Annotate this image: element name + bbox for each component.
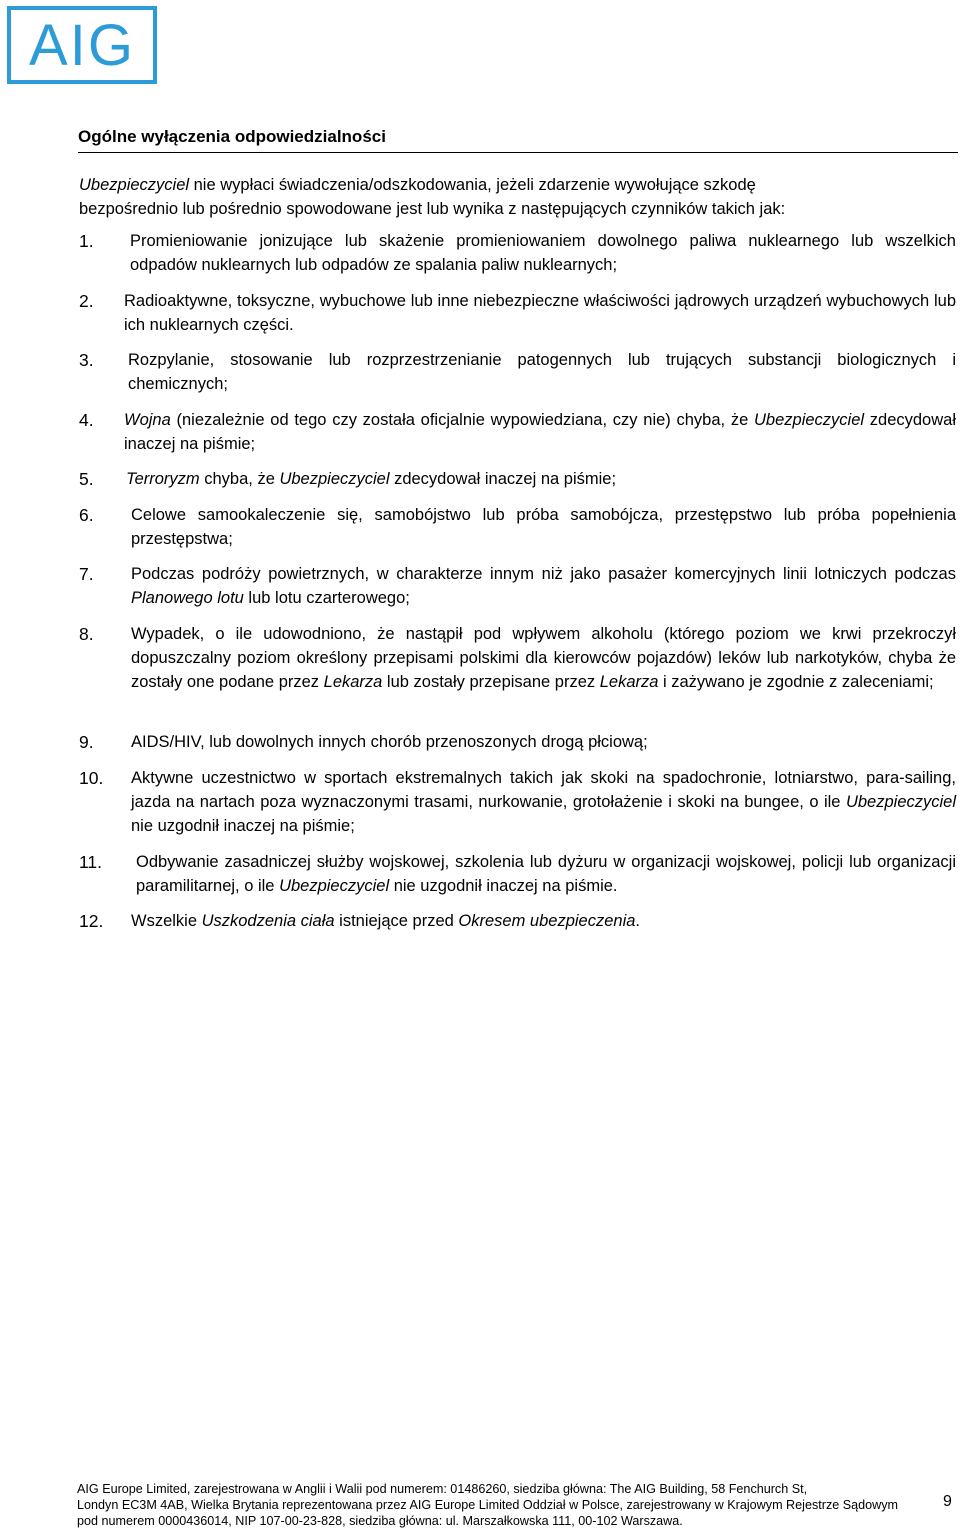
defined-term: Ubezpieczyciel — [279, 877, 390, 895]
text-segment: i zażywano je zgodnie z zaleceniami; — [658, 673, 934, 691]
text-segment: zdecydował inaczej na piśmie; — [124, 411, 956, 453]
list-item-text — [124, 289, 956, 337]
text-segment: zdecydował inaczej na piśmie; — [389, 470, 617, 488]
text-segment: Wszelkie — [131, 912, 202, 930]
list-item-text — [131, 909, 956, 933]
text-segment: lub lotu czarterowego; — [243, 589, 410, 607]
text-segment: nie uzgodnił inaczej na piśmie. — [389, 877, 618, 895]
text-segment: nie uzgodnił inaczej na piśmie; — [131, 817, 355, 835]
list-item-text — [131, 730, 956, 754]
text-segment: Celowe samookaleczenie się, samobójstwo lub próba samobójcza, przestępstwo lub próba popełnienia przestępstwa; — [131, 506, 956, 548]
footer-line-1: AIG Europe Limited, zarejestrowana w Anglii i Walii pod numerem: 01486260, siedziba główna: The AIG Building, 58 Fenchurch St, — [77, 1482, 808, 1496]
defined-term: Ubezpieczyciel — [279, 470, 390, 488]
defined-term: Okresem ubezpieczenia — [458, 912, 636, 930]
defined-term: Ubezpieczyciel — [754, 411, 865, 429]
list-item-number: 4. — [79, 410, 94, 430]
list-item-number: 1. — [79, 231, 94, 251]
footer-line-3: pod numerem 0000436014, NIP 107-00-23-828, siedziba główna: ul. Marszałkowska 111, 00-102 Warszawa. — [77, 1514, 683, 1528]
footer-line-2: Londyn EC3M 4AB, Wielka Brytania reprezentowana przez AIG Europe Limited Oddział w Polsce, zarejestrowany w Krajowym Rejestrze Sądowym — [77, 1498, 899, 1512]
list-item — [79, 467, 956, 491]
aig-logo — [7, 6, 157, 84]
list-item-text — [131, 503, 956, 551]
intro-term: Ubezpieczyciel — [79, 176, 190, 194]
text-segment: chyba, że — [199, 470, 280, 488]
text-segment: Wypadek, o ile udowodniono, że nastąpił pod wpływem alkoholu (którego poziom we krwi przekroczył dopuszczalny poziom określony przepisami polskimi dla kierowców pojazdów) leków lub narkotyków, chyba że zostały one podane przez — [131, 625, 956, 691]
list-item — [79, 562, 956, 610]
logo-text: AIG — [29, 13, 135, 78]
text-segment: (niezależnie od tego czy została oficjalnie wypowiedziana, czy nie) chyba, że — [170, 411, 754, 429]
list-item — [79, 766, 956, 838]
intro-line-1 — [79, 173, 954, 197]
list-item-number: 3. — [79, 350, 94, 370]
defined-term: Wojna — [124, 411, 171, 429]
text-segment: Promieniowanie jonizujące lub skażenie promieniowaniem dowolnego paliwa nuklearnego lub wszelkich odpadów nuklearnych lub odpadów ze spalania paliw nuklearnych; — [130, 232, 956, 274]
intro-line-2: bezpośrednio lub pośrednio spowodowane jest lub wynika z następujących czynników takich jak: — [79, 200, 786, 218]
text-segment: Odbywanie zasadniczej służby wojskowej, szkolenia lub dyżuru w organizacji wojskowej, policji lub organizacji paramilitarnej, o ile — [136, 853, 956, 895]
list-item-number: 9. — [79, 732, 94, 752]
defined-term: Planowego lotu — [131, 589, 244, 607]
text-segment: Rozpylanie, stosowanie lub rozprzestrzenianie patogennych lub trujących substancji biologicznych i chemicznych; — [128, 351, 956, 393]
section-heading-block — [78, 126, 958, 153]
list-item — [79, 229, 956, 277]
intro-line-1-rest: nie wypłaci świadczenia/odszkodowania, jeżeli zdarzenie wywołujące szkodę — [189, 176, 756, 194]
defined-term: Lekarza — [323, 673, 383, 691]
text-segment: istniejące przed — [334, 912, 459, 930]
text-segment: Aktywne uczestnictwo w sportach ekstremalnych takich jak skoki na spadochronie, lotniarstwo, para-sailing, jazda na nartach poza wyznaczonymi trasami, nurkowanie, grotołażenie i skoki na bungee, o ile — [131, 769, 956, 811]
list-item-number: 5. — [79, 469, 94, 489]
list-item-number: 11. — [79, 852, 103, 872]
list-item — [79, 348, 956, 396]
page-number: 9 — [943, 1493, 952, 1510]
list-item — [79, 408, 956, 456]
list-item — [79, 622, 956, 694]
list-item-number: 10. — [79, 768, 104, 788]
defined-term: Lekarza — [599, 673, 659, 691]
list-item-number: 8. — [79, 624, 94, 644]
text-segment: lub zostały przepisane przez — [382, 673, 600, 691]
defined-term: Ubezpieczyciel — [845, 793, 956, 811]
list-item-text — [131, 562, 956, 610]
list-item-text — [131, 766, 956, 838]
list-item-number: 7. — [79, 564, 94, 584]
defined-term: Uszkodzenia ciała — [201, 912, 335, 930]
text-segment: Radioaktywne, toksyczne, wybuchowe lub inne niebezpieczne właściwości jądrowych urządzeń wybuchowych lub ich nuklearnych części. — [124, 292, 956, 334]
list-item-text — [124, 408, 956, 456]
list-item — [79, 909, 956, 933]
section-heading: Ogólne wyłączenia odpowiedzialności — [78, 127, 386, 146]
list-item-number: 6. — [79, 505, 94, 525]
list-item-number: 2. — [79, 291, 94, 311]
list-item — [79, 850, 956, 898]
list-item — [79, 289, 956, 337]
list-item — [79, 730, 956, 754]
text-segment: AIDS/HIV, lub dowolnych innych chorób przenoszonych drogą płciową; — [131, 733, 648, 751]
list-item — [79, 503, 956, 551]
list-item-number: 12. — [79, 911, 104, 931]
footer — [77, 1481, 937, 1529]
text-segment: Podczas podróży powietrznych, w charakterze innym niż jako pasażer komercyjnych linii lotniczych podczas — [131, 565, 956, 583]
defined-term: Terroryzm — [126, 470, 200, 488]
list-item-text — [126, 467, 956, 491]
list-item-text — [130, 229, 956, 277]
list-item-text — [131, 622, 956, 694]
intro-paragraph — [79, 173, 954, 221]
list-item-text — [128, 348, 956, 396]
list-item-text — [136, 850, 956, 898]
text-segment: . — [635, 912, 641, 930]
